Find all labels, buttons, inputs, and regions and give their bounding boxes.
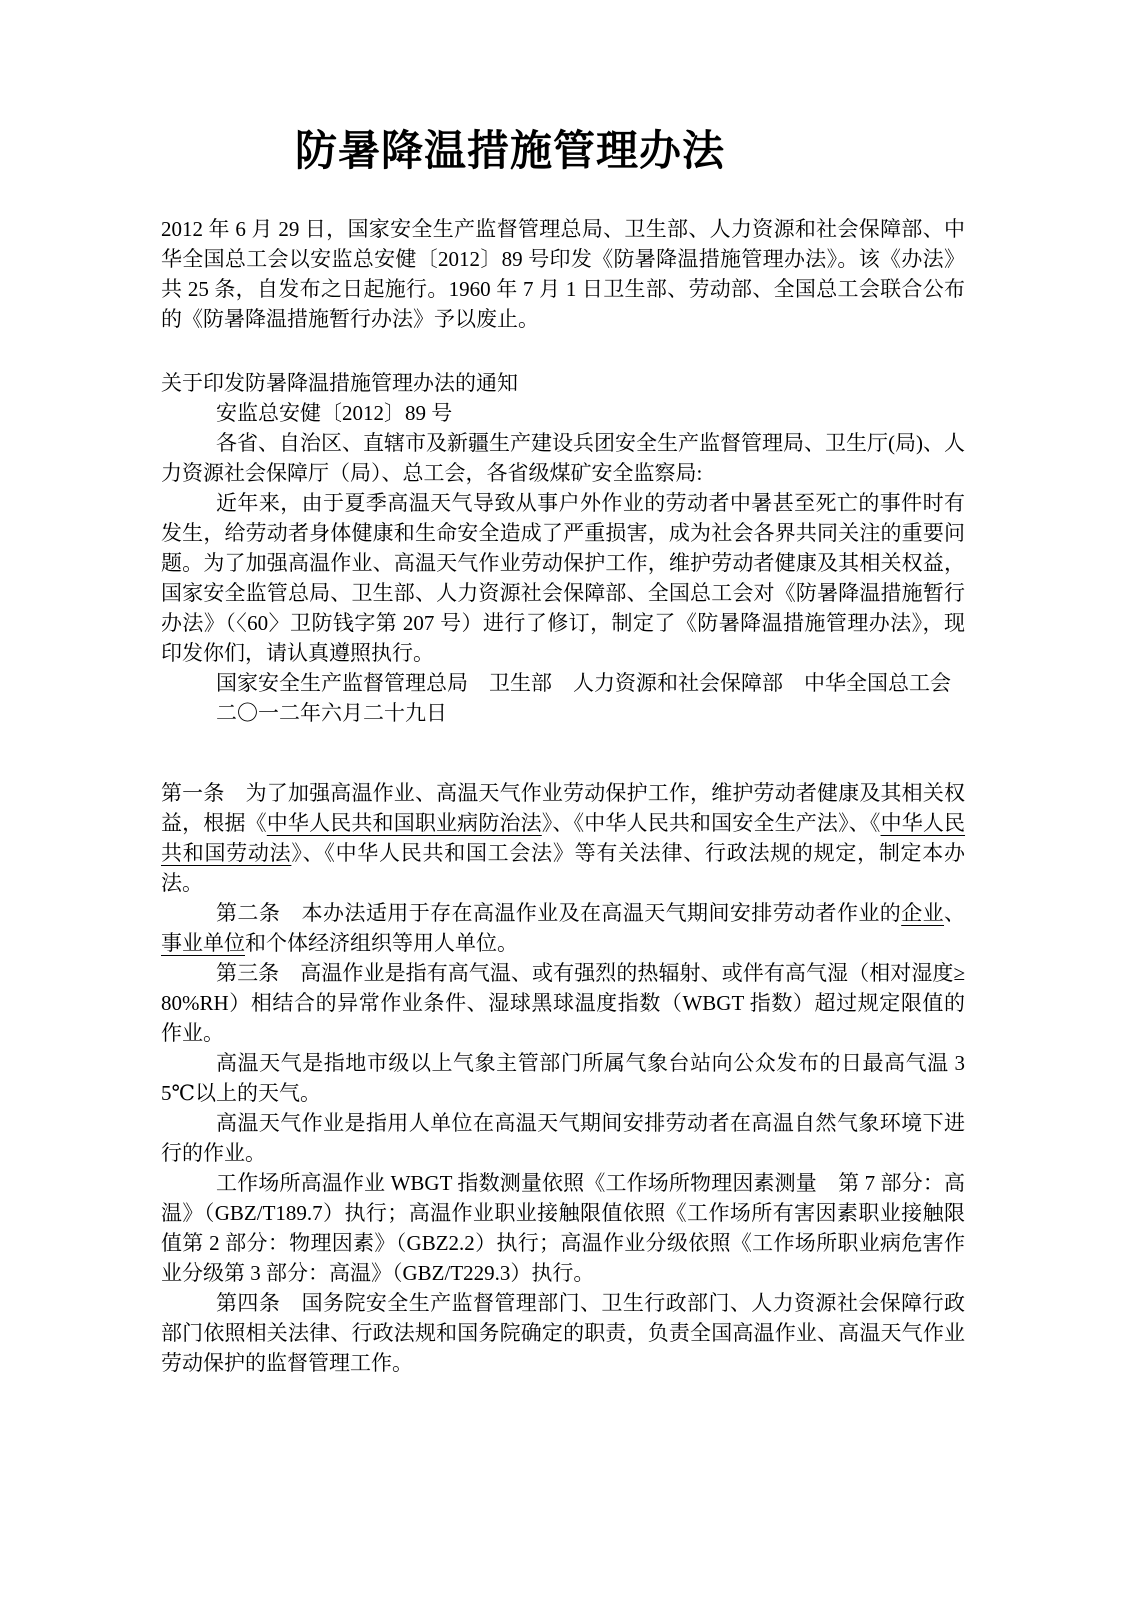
article-3: 第三条 高温作业是指有高气温、或有强烈的热辐射、或伴有高气湿（相对湿度≥80%RH）相结合的异常作业条件、湿球黑球温度指数（WBGT 指数）超过规定限值的作业。 [161,961,965,1046]
article-1 [161,778,965,898]
link-labor-law[interactable]: 中华人民共和国劳动法 [161,811,966,866]
articles-section [161,778,965,1378]
article-2 [161,898,965,958]
article-4: 第四条 国务院安全生产监督管理部门、卫生行政部门、人力资源社会保障行政部门依照相关法律、行政法规和国务院确定的职责，负责全国高温作业、高温天气作业劳动保护的监督管理工作。 [161,1291,965,1376]
article-2-text: 和个体经济组织等用人单位。 [245,931,518,956]
link-public-institution[interactable]: 事业单位 [161,931,245,956]
standards-paragraph: 工作场所高温作业 WBGT 指数测量依照《工作场所物理因素测量 第 7 部分：高温》（GBZ/T189.7）执行；高温作业职业接触限值依照《工作场所有害因素职业接触限值第 2 部分：物理因素》（GBZ2.2）执行；高温作业分级依照《工作场所职业病危害作业分级第 3 部分：高温》（GBZ/T229.3）执行。 [161,1171,965,1286]
link-enterprise[interactable]: 企业 [901,901,945,926]
notice-date: 二〇一二年六月二十九日 [216,701,447,726]
article-1-text: 第一条 为了加强高温作业、高温天气作业劳动保护工作，维护劳动者健康及其相关权益，根据《 [161,781,965,836]
article-1-text: 》、《中华人民共和国安全生产法》、《 [541,811,881,836]
weather-work-definition-paragraph: 高温天气作业是指用人单位在高温天气期间安排劳动者在高温自然气象环境下进行的作业。 [161,1111,965,1166]
document-title: 防暑降温措施管理办法 [294,129,725,175]
article-2-text: 第二条 本办法适用于存在高温作业及在高温天气期间安排劳动者作业的 [216,901,902,926]
notice-issuers: 国家安全生产监督管理总局 卫生部 人力资源和社会保障部 中华全国总工会 [216,671,951,696]
intro-paragraph: 2012 年 6 月 29 日，国家安全生产监督管理总局、卫生部、人力资源和社会保障部、中华全国总工会以安监总安健〔2012〕89 号印发《防暑降温措施管理办法》。该《办法》共 25 条，自发布之日起施行。1960 年 7 月 1 日卫生部、劳动部、全国总工会联合公布的《防暑降温措施暂行办法》予以废止。 [161,217,965,332]
notice-heading: 关于印发防暑降温措施管理办法的通知 [161,371,518,396]
link-occupational-disease-prevention-law[interactable]: 中华人民共和国职业病防治法 [266,811,542,836]
notice-doc-number: 安监总安健〔2012〕89 号 [216,401,453,426]
notice-section [161,368,965,728]
notice-recipients: 各省、自治区、直辖市及新疆生产建设兵团安全生产监督管理局、卫生厅(局)、人力资源社会保障厅（局）、总工会，各省级煤矿安全监察局: [161,431,965,486]
notice-body: 近年来，由于夏季高温天气导致从事户外作业的劳动者中暑甚至死亡的事件时有发生，给劳动者身体健康和生命安全造成了严重损害，成为社会各界共同关注的重要问题。为了加强高温作业、高温天气作业劳动保护工作，维护劳动者健康及其相关权益，国家安全监管总局、卫生部、人力资源社会保障部、全国总工会对《防暑降温措施暂行办法》（〈60〉卫防钱字第 207 号）进行了修订，制定了《防暑降温措施管理办法》，现印发你们，请认真遵照执行。 [161,491,965,666]
article-2-text: 、 [944,901,966,926]
article-1-text: 》、《中华人民共和国工会法》等有关法律、行政法规的规定，制定本办法。 [161,841,966,896]
weather-definition-paragraph: 高温天气是指地市级以上气象主管部门所属气象台站向公众发布的日最高气温 35℃以上的天气。 [161,1051,965,1106]
